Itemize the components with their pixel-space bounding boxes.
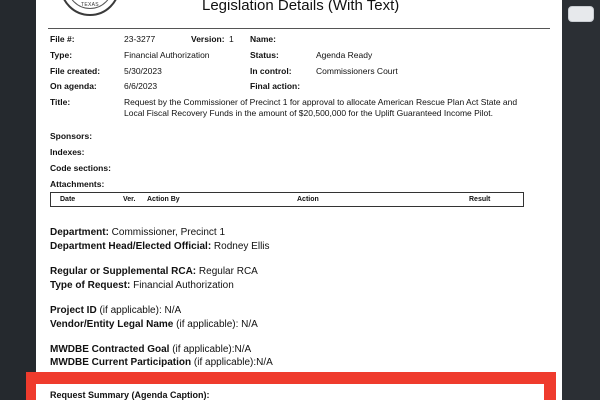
type-value: Financial Authorization <box>124 50 210 60</box>
rca-label: Regular or Supplemental RCA: <box>50 266 197 277</box>
vendor-value: (if applicable): N/A <box>173 319 258 330</box>
on-agenda-value: 6/6/2023 <box>124 81 158 91</box>
department-value: Commissioner, Precinct 1 <box>108 227 226 238</box>
mwdbe-participation-label: MWDBE Current Participation <box>50 357 192 368</box>
request-type-value: Financial Authorization <box>130 280 234 291</box>
final-action-label: Final action: <box>250 81 301 91</box>
project-id-label: Project ID <box>50 305 97 316</box>
history-table-header <box>50 192 524 207</box>
mwdbe-goal-line <box>50 344 251 355</box>
attachments-label: Attachments: <box>50 179 105 189</box>
department-label: Department: <box>50 227 109 238</box>
code-sections-label: Code sections: <box>50 163 111 173</box>
indexes-label: Indexes: <box>50 147 85 157</box>
title-label: Title: <box>50 97 71 107</box>
mwdbe-goal-value: (if applicable):N/A <box>169 344 252 355</box>
status-label: Status: <box>250 50 279 60</box>
file-created-value: 5/30/2023 <box>124 66 162 76</box>
version-label: Version: <box>191 34 225 44</box>
dept-head-label: Department Head/Elected Official: <box>50 241 212 252</box>
vendor-line <box>50 319 258 330</box>
in-control-label: In control: <box>250 66 292 76</box>
page-title: Legislation Details (With Text) <box>202 0 400 14</box>
dept-head-line <box>50 241 270 252</box>
status-value: Agenda Ready <box>316 50 373 60</box>
mwdbe-participation-line <box>50 357 273 368</box>
left-frame <box>0 0 36 400</box>
name-label: Name: <box>250 34 276 44</box>
file-number-label: File #: <box>50 34 75 44</box>
history-col-action-by: Action By <box>147 196 180 203</box>
request-summary-label: Request Summary (Agenda Caption): <box>50 390 210 400</box>
on-agenda-label: On agenda: <box>50 81 97 91</box>
highlight-inner <box>36 384 544 400</box>
mwdbe-goal-label: MWDBE Contracted Goal <box>50 344 170 355</box>
in-control-value: Commissioners Court <box>316 66 398 76</box>
history-col-result: Result <box>469 196 491 203</box>
version-value: 1 <box>229 34 234 44</box>
county-seal-icon <box>60 0 120 16</box>
request-type-label: Type of Request: <box>50 280 131 291</box>
title-value: Request by the Commissioner of Precinct 1 for approval to allocate American Rescue Plan Act State and Local Fiscal Recovery Funds in the amount of $20,500,000 for the Uplift Guaranteed Income Pilot. <box>124 97 518 118</box>
dept-head-value: Rodney Ellis <box>211 241 270 252</box>
right-frame <box>562 0 600 400</box>
document-page <box>36 0 562 400</box>
seal-text: TEXAS <box>81 2 99 8</box>
sponsors-label: Sponsors: <box>50 131 93 141</box>
history-col-date: Date <box>60 196 76 203</box>
rca-line <box>50 266 258 277</box>
file-created-label: File created: <box>50 66 101 76</box>
vendor-label: Vendor/Entity Legal Name <box>50 319 174 330</box>
type-label: Type: <box>50 50 73 60</box>
history-col-ver: Ver. <box>123 196 136 203</box>
highlight-box <box>26 372 556 400</box>
title-divider <box>48 28 550 29</box>
request-type-line <box>50 280 234 291</box>
rca-value: Regular RCA <box>196 266 258 277</box>
scroll-handle[interactable] <box>568 6 594 22</box>
project-id-line <box>50 305 181 316</box>
history-col-action: Action <box>297 196 319 203</box>
project-id-value: (if applicable): N/A <box>96 305 182 316</box>
mwdbe-participation-value: (if applicable):N/A <box>191 357 273 368</box>
department-line <box>50 227 225 238</box>
file-number-value: 23-3277 <box>124 34 156 44</box>
